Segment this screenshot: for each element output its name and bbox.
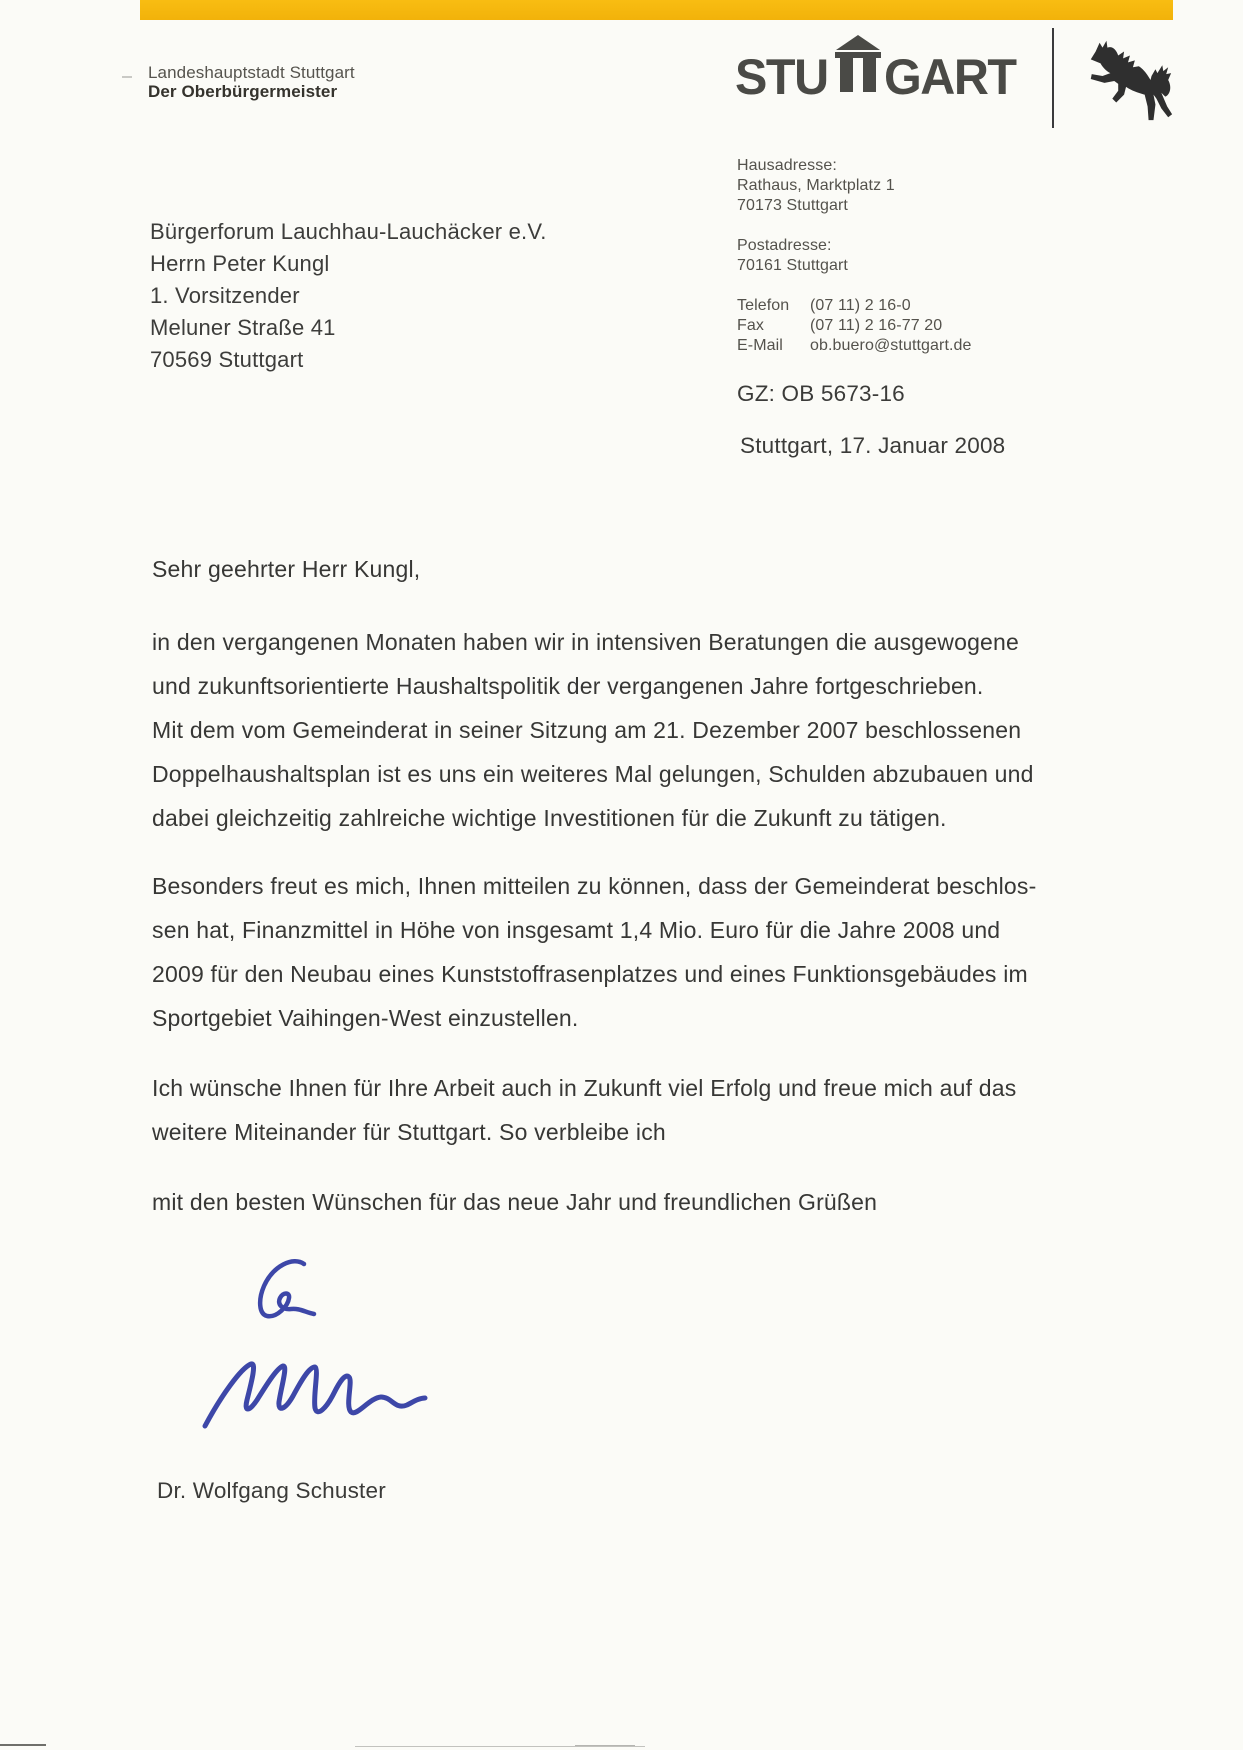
fax-value: (07 11) 2 16-77 20 (810, 317, 943, 334)
visit-address-street: Rathaus, Marktplatz 1 (737, 177, 895, 194)
recipient-address-block (150, 216, 547, 376)
body-line: 2009 für den Neubau eines Kunststoffrasenplatzes und eines Funktionsgebäudes im (152, 961, 1028, 987)
postal-address-group (737, 236, 972, 276)
salutation: Sehr geehrter Herr Kungl, (152, 556, 421, 582)
email-row (737, 336, 972, 356)
paragraph-1 (152, 620, 1034, 840)
sender-office: Der Oberbürgermeister (148, 82, 338, 101)
telefon-row (737, 296, 972, 316)
file-reference: GZ: OB 5673-16 (737, 381, 905, 406)
recipient-line: Meluner Straße 41 (150, 315, 336, 340)
visit-address-city: 70173 Stuttgart (737, 197, 848, 214)
postal-address-label: Postadresse: (737, 237, 832, 254)
recipient-line: Herrn Peter Kungl (150, 251, 330, 276)
paragraph-2 (152, 864, 1036, 1040)
contact-info-block (737, 156, 972, 376)
scan-artifact (122, 76, 132, 78)
place-and-date: Stuttgart, 17. Januar 2008 (740, 433, 1006, 458)
header-divider-line (1052, 28, 1054, 128)
recipient-line: 1. Vorsitzender (150, 283, 300, 308)
paragraph-3 (152, 1066, 1016, 1154)
email-label: E-Mail (737, 337, 783, 354)
postal-address-city: 70161 Stuttgart (737, 257, 848, 274)
closing-formula (152, 1180, 877, 1224)
yellow-brand-bar (140, 0, 1173, 20)
telefon-value: (07 11) 2 16-0 (810, 297, 911, 314)
phone-fax-email-group (737, 296, 972, 356)
signature-name-stroke (205, 1364, 425, 1426)
sender-city: Landeshauptstadt Stuttgart (148, 63, 355, 82)
body-line: Mit dem vom Gemeinderat in seiner Sitzung am 21. Dezember 2007 beschlossenen (152, 717, 1022, 743)
fax-label: Fax (737, 317, 764, 334)
telefon-label: Telefon (737, 297, 790, 314)
body-line: Ich wünsche Ihnen für Ihre Arbeit auch in Zukunft viel Erfolg und freue mich auf das (152, 1075, 1017, 1101)
stuttgart-horse-icon (1072, 30, 1184, 128)
body-line: Sportgebiet Vaihingen-West einzustellen. (152, 1005, 579, 1031)
logo-tt-gate-icon (835, 35, 881, 92)
recipient-line: 70569 Stuttgart (150, 347, 304, 372)
scan-artifact (355, 1746, 645, 1747)
body-line: mit den besten Wünschen für das neue Jahr und freundlichen Grüßen (152, 1189, 878, 1215)
right-pillar (863, 58, 876, 92)
body-line: Doppelhaushaltsplan ist es uns ein weiteres Mal gelungen, Schulden abzubauen und (152, 761, 1034, 787)
scan-artifact (0, 1744, 46, 1746)
body-line: weitere Miteinander für Stuttgart. So verbleibe ich (152, 1119, 666, 1145)
body-line: in den vergangenen Monaten haben wir in intensiven Beratungen die ausgewogene (152, 629, 1020, 655)
scan-artifact (575, 1745, 635, 1746)
visit-address-label: Hausadresse: (737, 157, 837, 174)
email-value: ob.buero@stuttgart.de (810, 337, 972, 354)
handwritten-signature (185, 1250, 455, 1450)
fax-row (737, 316, 972, 336)
left-pillar (840, 58, 853, 92)
recipient-line: Bürgerforum Lauchhau-Lauchäcker e.V. (150, 219, 547, 244)
stuttgart-wordmark (735, 45, 1019, 105)
roof-triangle-icon (836, 35, 880, 50)
signature-initial-stroke (260, 1261, 314, 1316)
body-line: und zukunftsorientierte Haushaltspolitik der vergangenen Jahre fortgeschrieben. (152, 673, 984, 699)
logo-text-stu: STU (735, 49, 828, 105)
visit-address-group (737, 156, 972, 216)
sender-block (148, 63, 355, 101)
body-line: Besonders freut es mich, Ihnen mitteilen zu können, dass der Gemeinderat beschlos- (152, 873, 1037, 899)
body-line: dabei gleichzeitig zahlreiche wichtige Investitionen für die Zukunft zu tätigen. (152, 805, 947, 831)
body-line: sen hat, Finanzmittel in Höhe von insgesamt 1,4 Mio. Euro für die Jahre 2008 und (152, 917, 1001, 943)
signer-name: Dr. Wolfgang Schuster (157, 1478, 386, 1503)
logo-text-gart: GART (883, 49, 1016, 105)
